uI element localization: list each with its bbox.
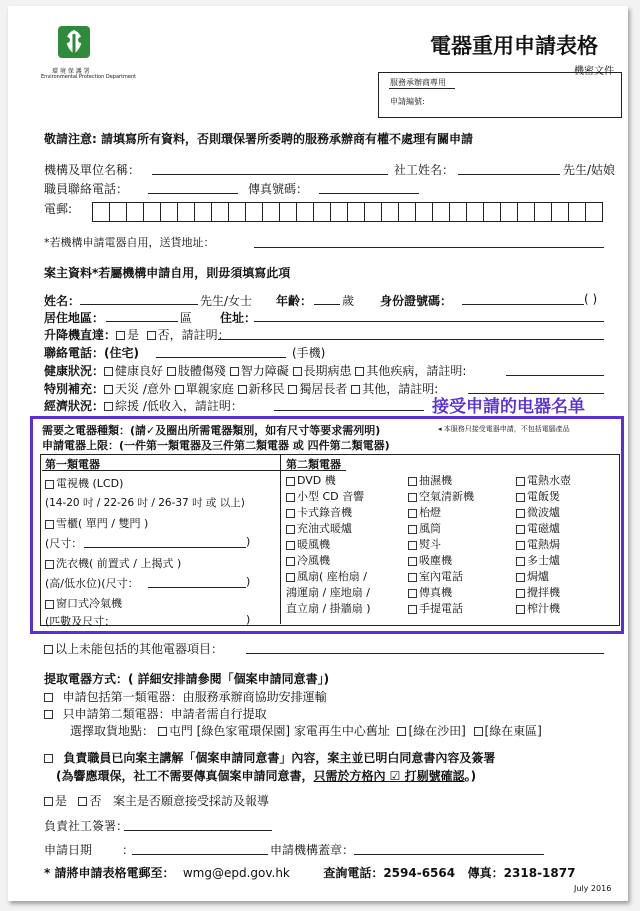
date-colon: ： — [122, 843, 135, 857]
pickup-opt1-checkbox[interactable] — [44, 693, 53, 702]
loc1-label: 屯門 [綠色家電環保園] 家電再生中心舊址 — [168, 724, 390, 738]
age-field[interactable] — [314, 304, 340, 305]
health-label: 健康狀況： — [44, 364, 105, 378]
cat2-col3-item-3[interactable] — [516, 504, 560, 520]
cat2-col3-item-2[interactable] — [516, 488, 560, 504]
confidential-label: 機密文件 — [574, 66, 614, 77]
pickup-opt2-label: 只申請第二類電器：申請者需自行提取 — [62, 707, 267, 721]
cat2-col3-checkbox-4[interactable] — [516, 525, 525, 534]
pickup-location-label: 選擇取貨地點： — [70, 724, 155, 738]
cat1-title: 第一類電器 — [45, 458, 100, 471]
email-label: 電郵: — [44, 202, 73, 216]
cat2-col3-item-7[interactable] — [516, 568, 549, 584]
cat2-col3-checkbox-6[interactable] — [516, 557, 525, 566]
special-checkbox-4[interactable] — [238, 385, 247, 394]
cat2-col2-item-3[interactable] — [408, 504, 441, 520]
client-heading: 案主資料*若屬機構申請自用，則毋須填寫此項 — [44, 266, 291, 280]
lift-yes-checkbox[interactable] — [116, 331, 125, 340]
aircon-size-field[interactable] — [122, 625, 246, 626]
id-field[interactable] — [462, 304, 584, 305]
cat2-col2-checkbox-4[interactable] — [408, 525, 417, 534]
lift-yes-label: 是 — [127, 328, 140, 342]
cat2-col1-label-3: 卡式錄音機 — [297, 506, 352, 519]
cat2-col1-label-7: 風扇( 座枱扇 / — [297, 570, 367, 583]
cat2-col2-label-2: 空氣清新機 — [419, 490, 474, 503]
cat1-washer[interactable] — [45, 555, 181, 571]
cat1-aircon[interactable] — [45, 595, 122, 611]
lift-no-label: 否，請註明： — [157, 328, 230, 342]
health-opt-4: 長期病患 — [303, 364, 352, 378]
pickup-heading: 提取電器方式：( 詳細安排請參閱「個案申請同意書」) — [44, 672, 330, 686]
client-name-label: 姓名： — [44, 294, 81, 308]
cat2-col1-label-2: 小型 CD 音響 — [297, 490, 365, 503]
application-date-field[interactable] — [132, 854, 268, 855]
cat2-col2-label-3: 枱燈 — [419, 506, 441, 519]
special-label: 特別補充： — [44, 382, 105, 396]
other-appliance-field[interactable] — [246, 653, 604, 654]
consent-line2a: (為響應環保，社工不需要傳真個案申請同意書， — [56, 769, 314, 783]
org-name-field[interactable] — [152, 174, 388, 175]
cat2-col2-checkbox-6[interactable] — [408, 557, 417, 566]
health-opt-5: 其他疾病，請註明: — [366, 364, 467, 378]
org-name-label: 機構及單位名稱： — [44, 163, 141, 177]
cat1-fridge-size — [45, 535, 82, 551]
application-date-label: 申請日期 — [44, 843, 93, 857]
staff-phone-field[interactable] — [148, 193, 238, 194]
cat2-col1-item-1[interactable] — [286, 472, 336, 488]
health-checkbox-1[interactable] — [104, 367, 113, 376]
cat2-col1-checkbox-2[interactable] — [286, 493, 295, 502]
special-checkbox-1[interactable] — [104, 385, 113, 394]
loc2-label: [綠在沙田] — [408, 724, 466, 738]
washer-size-field[interactable] — [148, 587, 246, 588]
interview-no-label: 否 — [89, 794, 102, 808]
cat2-col1-checkbox-6[interactable] — [286, 557, 295, 566]
cat2-col3-label-3: 微波爐 — [527, 506, 560, 519]
aircon-checkbox[interactable] — [45, 600, 54, 609]
cat2-col2-item-7[interactable] — [408, 568, 463, 584]
washer-size-label: (高/低水位)(尺寸： — [45, 577, 139, 590]
notice-text: 敬請注意: 請填寫所有資料，否則環保署所委聘的服務承辦商有權不處理有關申請 — [44, 132, 473, 146]
lift-label: 升降機直達： — [44, 328, 117, 342]
consent-row[interactable] — [44, 749, 495, 766]
cat1-aircon-size — [45, 613, 115, 629]
form-title: 電器重用申請表格 — [430, 34, 598, 58]
interview-yes-checkbox[interactable] — [44, 797, 53, 806]
enquiry-phone-label: 查詢電話： — [323, 866, 384, 880]
cat2-col1-label-5: 暖風機 — [297, 538, 330, 551]
cat2-title: 第二類電器 — [286, 458, 341, 471]
cat2-col3-item-8[interactable] — [516, 584, 560, 600]
tv-label: 電視機 (LCD) — [56, 477, 124, 490]
social-worker-field[interactable] — [458, 174, 560, 175]
cat2-col2-checkbox-8[interactable] — [408, 589, 417, 598]
cat2-col2-checkbox-1[interactable] — [408, 477, 417, 486]
social-worker-label: 社工姓名： — [394, 163, 455, 177]
cat2-col3-item-5[interactable] — [516, 536, 560, 552]
cat2-col1-label-1: DVD 機 — [297, 474, 336, 487]
cat2-col2-label-9: 手提電話 — [419, 602, 463, 615]
stamp-label: 申請機構蓋章： — [270, 843, 355, 857]
mobile-label: (手機) — [292, 346, 326, 360]
cat2-col2-label-6: 吸塵機 — [419, 554, 452, 567]
cat2-col1-checkbox-5[interactable] — [286, 541, 295, 550]
cat2-col1-label-4: 充油式暖爐 — [297, 522, 352, 535]
cat2-col2-label-1: 抽濕機 — [419, 474, 452, 487]
health-checkbox-2[interactable] — [167, 367, 176, 376]
cat2-col1-item-9 — [286, 600, 371, 616]
special-checkbox-6[interactable] — [351, 385, 360, 394]
special-opt-2: /意外 — [142, 382, 171, 396]
cat2-col3-checkbox-1[interactable] — [516, 477, 525, 486]
staff-phone-label: 職員聯絡電話： — [44, 182, 129, 196]
econ-checkbox-1[interactable] — [104, 402, 113, 411]
home-phone-field[interactable] — [156, 357, 286, 358]
cat2-col1-item-6[interactable] — [286, 552, 330, 568]
interview-row — [44, 792, 269, 809]
cat2-col3-label-6: 多士爐 — [527, 554, 560, 567]
address-field[interactable] — [254, 321, 604, 322]
consent-line2 — [56, 767, 476, 784]
mr-miss-label: 先生/姑娘 — [563, 163, 616, 177]
form-version-date: July 2016 — [574, 884, 612, 893]
econ-note-field[interactable] — [274, 410, 424, 411]
health-checkbox-3[interactable] — [230, 367, 239, 376]
age-label: 年齡： — [276, 294, 313, 308]
pickup-location-row — [70, 722, 542, 739]
submit-email-label: * 請將申請表格電郵至： — [44, 866, 175, 880]
cat2-col3-checkbox-8[interactable] — [516, 589, 525, 598]
cat2-col3-checkbox-7[interactable] — [516, 573, 525, 582]
health-row — [44, 362, 466, 379]
id-label: 身份證號碼： — [380, 294, 453, 308]
cat2-col3-checkbox-9[interactable] — [516, 605, 525, 614]
enquiry-phone: 2594-6564 — [383, 866, 456, 880]
cat2-col2-label-4: 風筒 — [419, 522, 441, 535]
special-opt-6: 其他，請註明: — [362, 382, 439, 396]
cat2-col1-checkbox-3[interactable] — [286, 509, 295, 518]
cat2-col1-item-3[interactable] — [286, 504, 352, 520]
other-appliance-row — [44, 640, 223, 657]
limit-label: 申請電器上限：(一件第一類電器及三件第二類電器 或 四件第二類電器) — [42, 439, 390, 452]
fridge-size-field[interactable] — [84, 547, 246, 548]
cat2-col1-checkbox-4[interactable] — [286, 525, 295, 534]
interview-label: 案主是否願意接受採訪及報導 — [112, 794, 269, 808]
aircon-label: 窗口式冷氣機 — [56, 597, 122, 610]
contractor-only-label: 服務承辦商專用 — [390, 78, 446, 87]
cat2-col2-checkbox-3[interactable] — [408, 509, 417, 518]
mr-ms-label: 先生/女士 — [200, 294, 253, 308]
health-opt-3: 智力障礙 — [240, 364, 289, 378]
need-label: 需要之電器種類：(請✓及圈出所需電器類別，如有尺寸等要求需列明) — [42, 424, 381, 437]
washer-label: 洗衣機( 前置式 / 上揭式 ) — [56, 557, 182, 570]
cat2-col1-item-4[interactable] — [286, 520, 352, 536]
cat2-col1-item-8 — [286, 584, 370, 600]
id-check-digit[interactable]: ( ) — [584, 292, 598, 306]
special-row — [44, 380, 438, 397]
pickup-opt1[interactable] — [44, 688, 327, 705]
cat2-col3-checkbox-3[interactable] — [516, 509, 525, 518]
tv-checkbox[interactable] — [45, 480, 54, 489]
cat2-col3-label-9: 榨汁機 — [527, 602, 560, 615]
lift-note-field[interactable] — [218, 339, 604, 340]
interview-yes-label: 是 — [55, 794, 68, 808]
cat2-col2-item-9[interactable] — [408, 600, 463, 616]
lift-no-checkbox[interactable] — [147, 331, 156, 340]
cat2-col2-label-7: 室內電話 — [419, 570, 463, 583]
cat2-col3-label-4: 電磁爐 — [527, 522, 560, 535]
district-label: 居住地區： — [44, 311, 105, 325]
fax-field[interactable] — [319, 193, 419, 194]
pickup-opt1-label: 申請包括第一類電器：由服務承辦商協助安排運輸 — [62, 690, 327, 704]
health-checkbox-5[interactable] — [355, 367, 364, 376]
loc2-checkbox[interactable] — [397, 727, 406, 736]
fridge-checkbox[interactable] — [45, 520, 54, 529]
cat2-col2-label-8: 傳真機 — [419, 586, 452, 599]
other-appliance-checkbox[interactable] — [44, 645, 53, 654]
cat2-col2-item-2[interactable] — [408, 488, 474, 504]
logo-dept-en: Environmental Protection Department — [41, 74, 137, 80]
consent-line1: 負責職員已向案主講解「個案申請同意書」內容，案主並已明白同意書內容及簽署 — [63, 751, 496, 765]
cat2-col2-checkbox-9[interactable] — [408, 605, 417, 614]
cat2-col2-checkbox-7[interactable] — [408, 573, 417, 582]
special-opt-3: 單親家庭 — [185, 382, 234, 396]
pickup-opt2[interactable] — [44, 705, 267, 722]
aircon-size-label: (匹數及尺寸： — [45, 615, 116, 628]
cat2-col1-label-6: 冷風機 — [297, 554, 330, 567]
cat2-col2-item-8[interactable] — [408, 584, 452, 600]
application-form-page: 環 境 保 護 署 Environmental Protection Department 電器重用申請表格 機密文件 服務承辦商專用 申請編號: 敬請注意: 請填寫所有資料，否則環保署所委聘的服務承辦商有權不處理有關申請 機構及單位名稱： 社工姓名： 先生/姑娘 職員聯絡電話： 傳真號碼： 電郵: *若機構申請電器自用，送貨地址： 案主資料*若屬機構申請自用，則毋須填寫此項 姓名： 先生/女士 年齡： 歲 身份證號碼： ( ) 居住地區： 區 住址： 升降機直達： 是 否，請註明： 聯絡電話：(住宅) (手機) 健康狀況： 健康良好 肢體傷殘 智力障礙 長期病患 其他疾病，請註明: 特別補充： 天災 /意外 單親家庭 新移民 獨居長者 其他，請註明: 經濟狀況： 綜援 /低收入，請註明： 接受申請的电器名单 需要之電器種類：(請✓及圈出所需電器類別，如有尺寸等要求需列明) ◂ 本服務只接受電器申請，不包括電腦產品 申請電器上限：(一件第一類電器及三件第二類電器 或 四件第二類電器) 第一類電器 電視機 (LCD) (14-20 吋 / 22-26 吋 / 26-37 吋 或 以上) 雪櫃( 單門 / 雙門 ) (尺寸： ) 洗衣機( 前置式 / 上揭式 ) (高/低水位)(尺寸： ) 窗口式冷氣機 (匹數及尺寸： ) 第二類電器 DVD 機 小型 CD 音響 卡式錄音機 充油式暖爐 暖風機 冷風機 風扇( 座枱扇 / 鴻運扇 / 座地扇 / 直立扇 / 掛牆扇 ) 抽濕機 空氣清新機 枱燈 風筒 熨斗 吸塵機 室內電話 傳真機 手提電話 電熱水壺 電飯煲 微波爐 電磁爐 電熱焗 多士爐 焗爐 攪拌機 榨汁機 以上未能包括的其他電器項目： 提取電器方式：( 詳細安排請參閱「個案申請同意書」) 申請包括第一類電器：由服務承辦商協助安排運輸 只申請第二類電器：申請者需自行提取 選擇取貨地點： 屯門 [綠色家電環保園] 家電再生中心舊址 [綠在沙田] [綠在東區] 負責職員已向案主講解「個案申請同意書」內容，案主並已明白同意書內容及簽署 (為響應環保，社工不需要傳真個案申請同意書，只需於方格內 ☑ 打剔號確認。) 是 否 案主是否願意接受採訪及報導 負責社工簽署： 申請日期 ： 申請機構蓋章： * 請將申請表格電郵至： wmg@epd.gov.hk 查詢電話：2594-6564 傳真：2318-1877 July 2016 — [8, 6, 628, 901]
delivery-address-field[interactable] — [254, 247, 604, 248]
submit-email[interactable]: wmg@epd.gov.hk — [182, 866, 290, 880]
contact-footer — [44, 864, 575, 881]
cat2-col1-label-9: 直立扇 / 掛牆扇 ) — [286, 602, 371, 615]
cat2-col2-label-5: 熨斗 — [419, 538, 441, 551]
cat1-washer-size — [45, 575, 139, 591]
washer-checkbox[interactable] — [45, 560, 54, 569]
other-appliance-label: 以上未能包括的其他電器項目： — [55, 642, 224, 656]
econ-row — [44, 397, 243, 414]
footer-fax: 2318-1877 — [503, 866, 576, 880]
footer-fax-label: 傳真： — [467, 866, 504, 880]
special-checkbox-3[interactable] — [175, 385, 184, 394]
loc1-checkbox[interactable] — [158, 727, 167, 736]
econ-opt-2: /低收入，請註明： — [142, 399, 243, 413]
application-number-label: 申請編號: — [390, 97, 425, 106]
interview-no-checkbox[interactable] — [78, 797, 87, 806]
epd-logo — [52, 24, 96, 68]
cat2-col3-label-8: 攪拌機 — [527, 586, 560, 599]
special-checkbox-5[interactable] — [288, 385, 297, 394]
cat1-tv-size[interactable]: (14-20 吋 / 22-26 吋 / 26-37 吋 或 以上) — [45, 497, 245, 509]
health-opt-2: 肢體傷殘 — [177, 364, 226, 378]
econ-label: 經濟狀況： — [44, 399, 105, 413]
delivery-address-label: *若機構申請電器自用，送貨地址： — [44, 236, 215, 249]
stamp-field[interactable] — [354, 854, 544, 855]
consent-checkbox[interactable] — [44, 754, 53, 763]
cat2-col1-label-8: 鴻運扇 / 座地扇 / — [286, 586, 370, 599]
econ-opt-1: 綜援 — [115, 399, 140, 413]
fax-label: 傳真號碼： — [248, 182, 309, 196]
cat2-col1-checkbox-1[interactable] — [286, 477, 295, 486]
health-opt-1: 健康良好 — [115, 364, 164, 378]
cat2-col3-item-1[interactable] — [516, 472, 571, 488]
cat2-col2-item-5[interactable] — [408, 536, 441, 552]
health-checkbox-4[interactable] — [293, 367, 302, 376]
cat2-col3-label-2: 電飯煲 — [527, 490, 560, 503]
special-opt-4: 新移民 — [248, 382, 285, 396]
cat2-col3-item-6[interactable] — [516, 552, 560, 568]
consent-line2c: 。) — [464, 769, 477, 783]
fridge-size-label: (尺寸： — [45, 537, 83, 550]
fridge-label: 雪櫃( 單門 / 雙門 ) — [56, 517, 149, 530]
cat2-col3-checkbox-2[interactable] — [516, 493, 525, 502]
cat2-col3-item-4[interactable] — [516, 520, 560, 536]
address-label: 住址： — [220, 311, 257, 325]
lift-row — [44, 326, 230, 343]
age-unit: 歲 — [342, 294, 355, 308]
consent-line2b: 只需於方格內 ☑ 打剔號確認 — [313, 769, 465, 783]
cat2-col1-item-7[interactable] — [286, 568, 367, 584]
cat2-col2-item-4[interactable] — [408, 520, 441, 536]
signature-label: 負責社工簽署： — [44, 819, 129, 833]
contact-row — [44, 344, 139, 361]
cat1-tv[interactable] — [45, 475, 123, 491]
cat2-col2-checkbox-2[interactable] — [408, 493, 417, 502]
cat2-col3-label-7: 焗爐 — [527, 570, 549, 583]
cat2-col1-checkbox-7[interactable] — [286, 573, 295, 582]
cat2-col3-label-5: 電熱焗 — [527, 538, 560, 551]
special-opt-5: 獨居長者 — [299, 382, 348, 396]
cat2-col2-checkbox-5[interactable] — [408, 541, 417, 550]
special-opt-1: 天災 — [115, 382, 140, 396]
loc3-label: [綠在東區] — [484, 724, 542, 738]
logo-dept-zh: 環 境 保 護 署 — [52, 68, 90, 75]
callout-label: 接受申請的电器名单 — [432, 397, 585, 417]
district-field[interactable] — [106, 321, 178, 322]
cat2-col3-item-9[interactable] — [516, 600, 560, 616]
pickup-opt2-checkbox[interactable] — [44, 710, 53, 719]
health-note-field[interactable] — [506, 375, 604, 376]
contact-label: 聯絡電話：(住宅) — [44, 346, 139, 360]
loc3-checkbox[interactable] — [474, 727, 483, 736]
district-unit: 區 — [180, 311, 193, 325]
cat2-col3-label-1: 電熱水壺 — [527, 474, 571, 487]
cat2-col3-checkbox-5[interactable] — [516, 541, 525, 550]
cat2-col1-item-2[interactable] — [286, 488, 364, 504]
client-name-field[interactable] — [80, 304, 198, 305]
epd-leaf-icon — [52, 24, 96, 64]
cat2-col2-item-1[interactable] — [408, 472, 452, 488]
signature-field[interactable] — [124, 830, 272, 831]
cat2-col2-item-6[interactable] — [408, 552, 452, 568]
cat1-fridge[interactable] — [45, 515, 148, 531]
computer-note: ◂ 本服務只接受電器申請，不包括電腦產品 — [438, 425, 570, 433]
cat2-col1-item-5[interactable] — [286, 536, 330, 552]
